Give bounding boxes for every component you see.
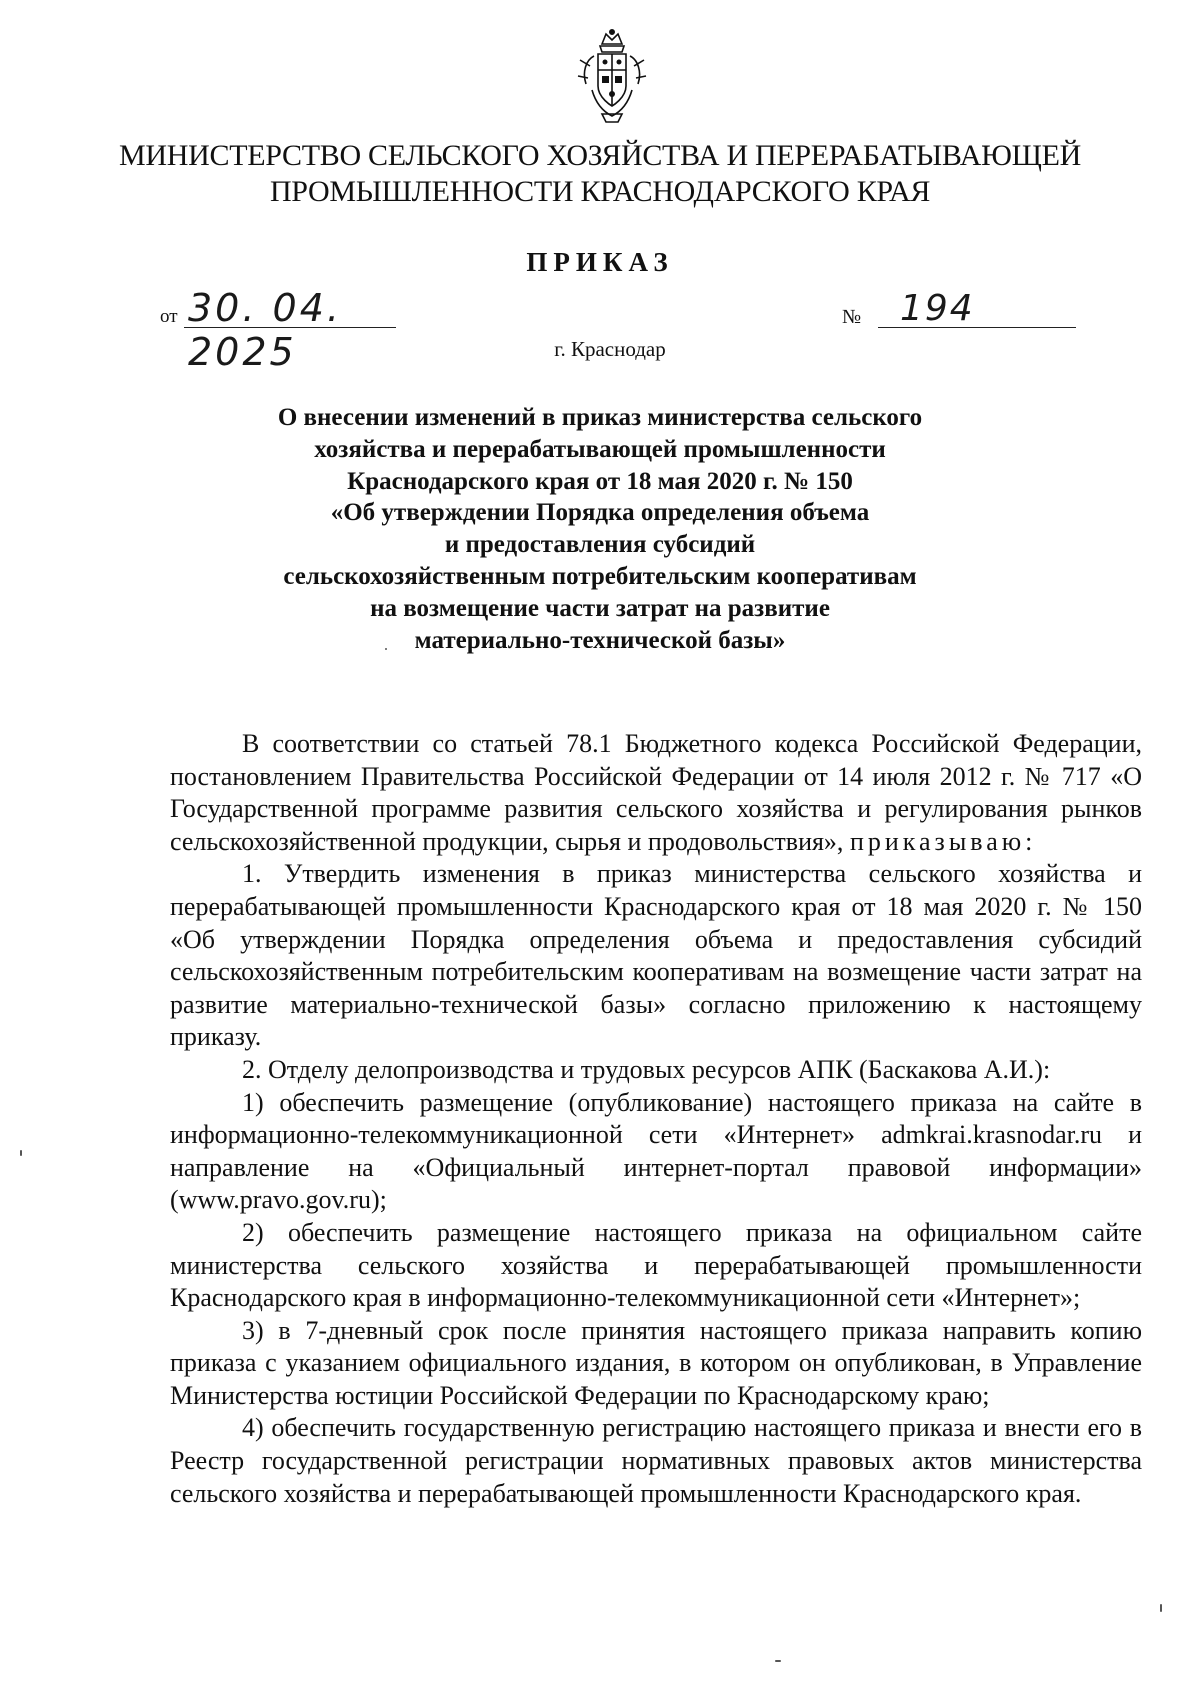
city: г. Краснодар <box>554 337 666 361</box>
coat-of-arms-icon <box>572 26 652 126</box>
document-type: ПРИКАЗ <box>526 247 674 277</box>
intro-text: В соответствии со статьей 78.1 Бюджетного кодекса Российской Федерации, постановлением Правительства Российской Федерации от 14 июля 2012 г. № 717 «О Государственной программе развития сельского хозяйства и регулирования рынков сельскохозяйственной продукции, сырья и продовольствия», <box>170 729 1142 856</box>
title-line: материально-технической базы» <box>414 626 786 654</box>
number-prefix: № <box>842 306 862 328</box>
scan-speck <box>20 1150 22 1156</box>
handwritten-date: 30. 04. 2025 <box>188 286 342 374</box>
ministry-name <box>100 138 1100 210</box>
intro-paragraph <box>170 728 1142 858</box>
paragraph-2-item-1: 1) обеспечить размещение (опубликование) настоящего приказа на сайте в информационно-телекоммуникационной сети «Интернет» admkrai.krasnodar.ru и направление на «Официальный интернет-портал правовой информации» (www.pravo.gov.ru); <box>170 1087 1142 1215</box>
handwritten-number: 194 <box>900 288 975 329</box>
title-line: О внесении изменений в приказ министерства сельского <box>277 404 923 431</box>
document-title <box>200 402 1000 656</box>
scan-speck <box>775 1660 781 1662</box>
scan-speck <box>1160 1604 1162 1612</box>
paragraph-2-item-2: 2) обеспечить размещение настоящего приказа на официальном сайте министерства сельского хозяйства и перерабатывающей промышленности Краснодарского края в информационно-телекоммуникационной сети «Интернет»; <box>170 1217 1142 1313</box>
title-line: сельскохозяйственным потребительским кооперативам <box>283 562 917 590</box>
title-line: «Об утверждении Порядка определения объема <box>330 499 870 527</box>
title-line: Краснодарского края от 18 мая 2020 г. № 150 <box>347 467 853 495</box>
title-line: на возмещение части затрат на развитие <box>370 594 830 622</box>
scan-speck <box>385 648 387 650</box>
title-line: и предоставления субсидий <box>444 531 756 559</box>
ministry-name-line-1: МИНИСТЕРСТВО СЕЛЬСКОГО ХОЗЯЙСТВА И ПЕРЕРАБАТЫВАЮЩЕЙ <box>119 139 1081 172</box>
ministry-name-line-2: ПРОМЫШЛЕННОСТИ КРАСНОДАРСКОГО КРАЯ <box>269 175 931 208</box>
date-field <box>160 286 460 374</box>
document-body <box>170 728 1142 1510</box>
paragraph-2-item-4: 4) обеспечить государственную регистрацию настоящего приказа и внести его в Реестр государственной регистрации нормативных правовых актов министерства сельского хозяйства и перерабатывающей промышленности Краснодарского края. <box>170 1413 1142 1508</box>
paragraph-2-item-3: 3) в 7-дневный срок после принятия настоящего приказа направить копию приказа с указанием официального издания, в котором он опубликован, в Управление Министерства юстиции Российской Федерации по Краснодарскому краю; <box>170 1315 1142 1410</box>
number-field <box>842 288 1082 334</box>
paragraph-2: 2. Отделу делопроизводства и трудовых ресурсов АПК (Баскакова А.И.): <box>242 1054 1051 1084</box>
date-prefix: от <box>160 306 178 327</box>
intro-order-word: приказываю: <box>849 826 1037 856</box>
title-line: хозяйства и перерабатывающей промышленности <box>314 435 886 463</box>
date-underline <box>184 327 396 328</box>
paragraph-1: 1. Утвердить изменения в приказ министерства сельского хозяйства и перерабатывающей промышленности Краснодарского края от 18 мая 2020 г. № 150 «Об утверждении Порядка определения объема и предоставления субсидий сельскохозяйственным потребительским кооперативам на возмещение части затрат на развитие материально-технической базы» согласно приложению к настоящему приказу. <box>170 859 1142 1052</box>
number-underline <box>878 327 1076 328</box>
